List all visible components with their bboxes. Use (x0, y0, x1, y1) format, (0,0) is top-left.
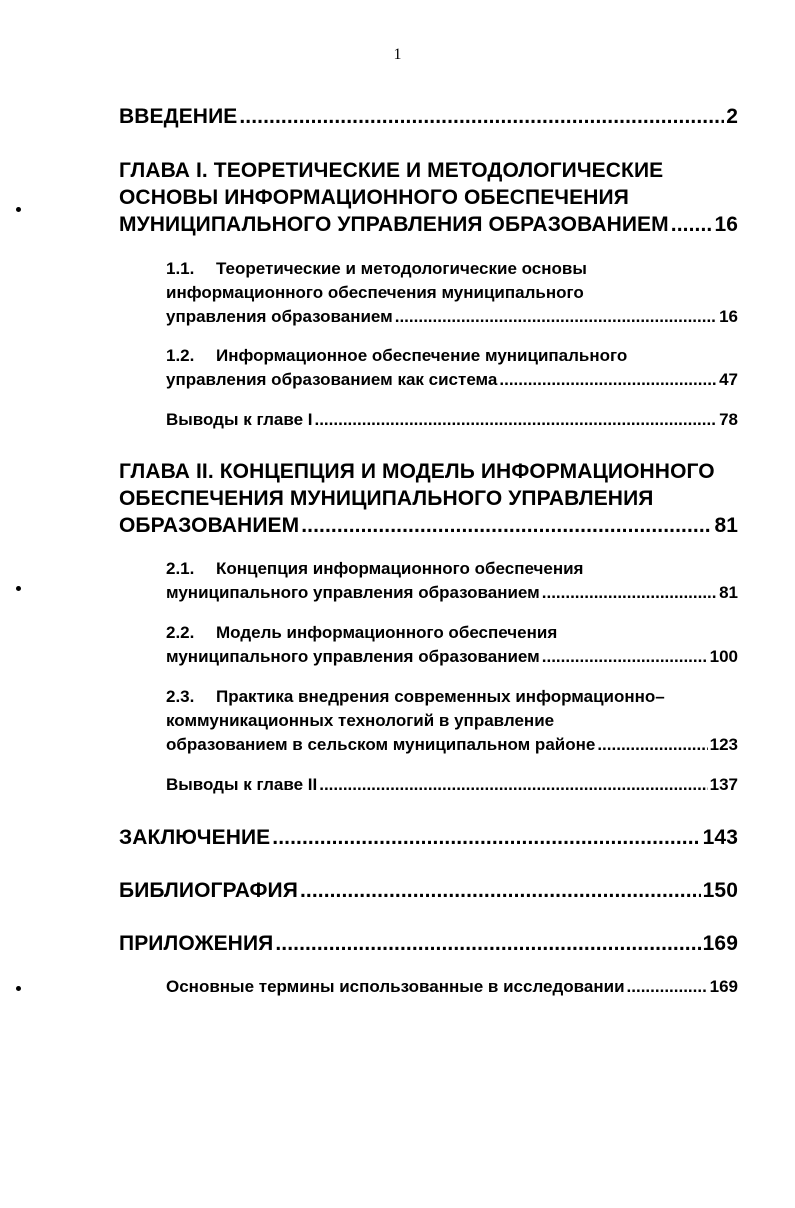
toc-entry-key-terms[interactable] (166, 975, 738, 999)
toc-entry-title-line: ОБРАЗОВАНИЕМ (119, 514, 300, 537)
toc-entry-title: ВВЕДЕНИЕ (119, 105, 238, 128)
toc-entry-section-2-2[interactable] (166, 621, 738, 669)
toc-entry-title-line: управления образованием (166, 307, 393, 326)
section-number: 2.3. (166, 687, 195, 706)
toc-entry-title-line: 1.2. Информационное обеспечение муниципального (166, 344, 738, 368)
toc-page-number: 16 (714, 213, 738, 236)
toc-page-number: 2 (726, 105, 738, 128)
dot-leader (314, 408, 717, 432)
toc-entry-title-line: ОБЕСПЕЧЕНИЯ МУНИЦИПАЛЬНОГО УПРАВЛЕНИЯ (119, 487, 654, 510)
toc-entry-title-line: коммуникационных технологий в управление (166, 711, 555, 730)
toc-entry-chapter-1-conclusions[interactable] (166, 408, 738, 432)
dot-leader (499, 368, 717, 392)
toc-entry-chapter-2[interactable] (119, 458, 738, 539)
dot-leader (395, 305, 717, 329)
toc-entry-title-line: ОСНОВЫ ИНФОРМАЦИОННОГО ОБЕСПЕЧЕНИЯ (119, 186, 629, 209)
scan-mark (16, 207, 21, 212)
toc-entry-section-1-2[interactable] (166, 344, 738, 392)
toc-entry-introduction[interactable] (119, 103, 738, 130)
toc-entry-title: Основные термины использованные в исследовании (166, 977, 625, 996)
toc-entry-chapter-2-conclusions[interactable] (166, 773, 738, 797)
toc-entry-title-line: 2.2. Модель информационного обеспечения (166, 621, 738, 645)
toc-entry-conclusion[interactable] (119, 824, 738, 851)
dot-leader (239, 103, 724, 130)
toc-entry-title-line: 2.3. Практика внедрения современных информационно– (166, 685, 738, 709)
toc-entry-title-line: 2.1. Концепция информационного обеспечения (166, 557, 738, 581)
dot-leader (542, 581, 717, 605)
toc-page-number: 100 (709, 647, 738, 666)
page-number: 1 (393, 46, 402, 63)
toc-page-number: 47 (719, 370, 738, 389)
dot-leader (275, 930, 700, 957)
toc-page-number: 81 (714, 514, 738, 537)
toc-entry-title-line: управления образованием как система (166, 370, 498, 389)
toc-entry-title-line: муниципального управления образованием (166, 647, 540, 666)
toc-entry-section-2-1[interactable] (166, 557, 738, 605)
section-number: 1.1. (166, 259, 195, 278)
dot-leader (272, 824, 700, 851)
dot-leader (301, 512, 712, 539)
toc-page-number: 169 (709, 977, 738, 996)
toc-entry-title-line: 1.1. Теоретические и методологические основы (166, 257, 738, 281)
toc-page-number: 150 (702, 879, 738, 902)
toc-entry-title: ПРИЛОЖЕНИЯ (119, 932, 274, 955)
dot-leader (597, 733, 707, 757)
dot-leader (542, 645, 708, 669)
toc-entry-bibliography[interactable] (119, 877, 738, 904)
dot-leader (300, 877, 701, 904)
toc-entry-title-line: МУНИЦИПАЛЬНОГО УПРАВЛЕНИЯ ОБРАЗОВАНИЕМ (119, 213, 669, 236)
section-number: 2.2. (166, 623, 195, 642)
toc-entry-section-2-3[interactable] (166, 685, 738, 757)
scan-mark (16, 586, 21, 591)
toc-entry-title-line: информационного обеспечения муниципального (166, 283, 584, 302)
section-number: 1.2. (166, 346, 195, 365)
toc-entry-title: Выводы к главе II (166, 775, 318, 794)
toc-entry-title: Выводы к главе I (166, 410, 313, 429)
toc-entry-title: ЗАКЛЮЧЕНИЕ (119, 826, 271, 849)
toc-page-number: 16 (719, 307, 738, 326)
dot-leader (627, 975, 708, 999)
toc-entry-title-line: ГЛАВА I. ТЕОРЕТИЧЕСКИЕ И МЕТОДОЛОГИЧЕСКИЕ (119, 159, 664, 182)
toc-page-number: 143 (702, 826, 738, 849)
toc-entry-title-line: муниципального управления образованием (166, 583, 540, 602)
dot-leader (671, 211, 713, 238)
section-number: 2.1. (166, 559, 195, 578)
toc-entry-title: БИБЛИОГРАФИЯ (119, 879, 298, 902)
toc-page-number: 137 (709, 775, 738, 794)
toc-page-number: 169 (702, 932, 738, 955)
toc-page-number: 78 (719, 410, 738, 429)
toc-entry-section-1-1[interactable] (166, 257, 738, 329)
toc-page-number: 123 (709, 735, 738, 754)
toc-entry-appendices[interactable] (119, 930, 738, 957)
toc-entry-chapter-1[interactable] (119, 157, 738, 238)
scan-mark (16, 986, 21, 991)
toc-page-number: 81 (719, 583, 738, 602)
toc-entry-title-line: ГЛАВА II. КОНЦЕПЦИЯ И МОДЕЛЬ ИНФОРМАЦИОННОГО (119, 460, 715, 483)
dot-leader (319, 773, 707, 797)
toc-entry-title-line: образованием в сельском муниципальном районе (166, 735, 596, 754)
